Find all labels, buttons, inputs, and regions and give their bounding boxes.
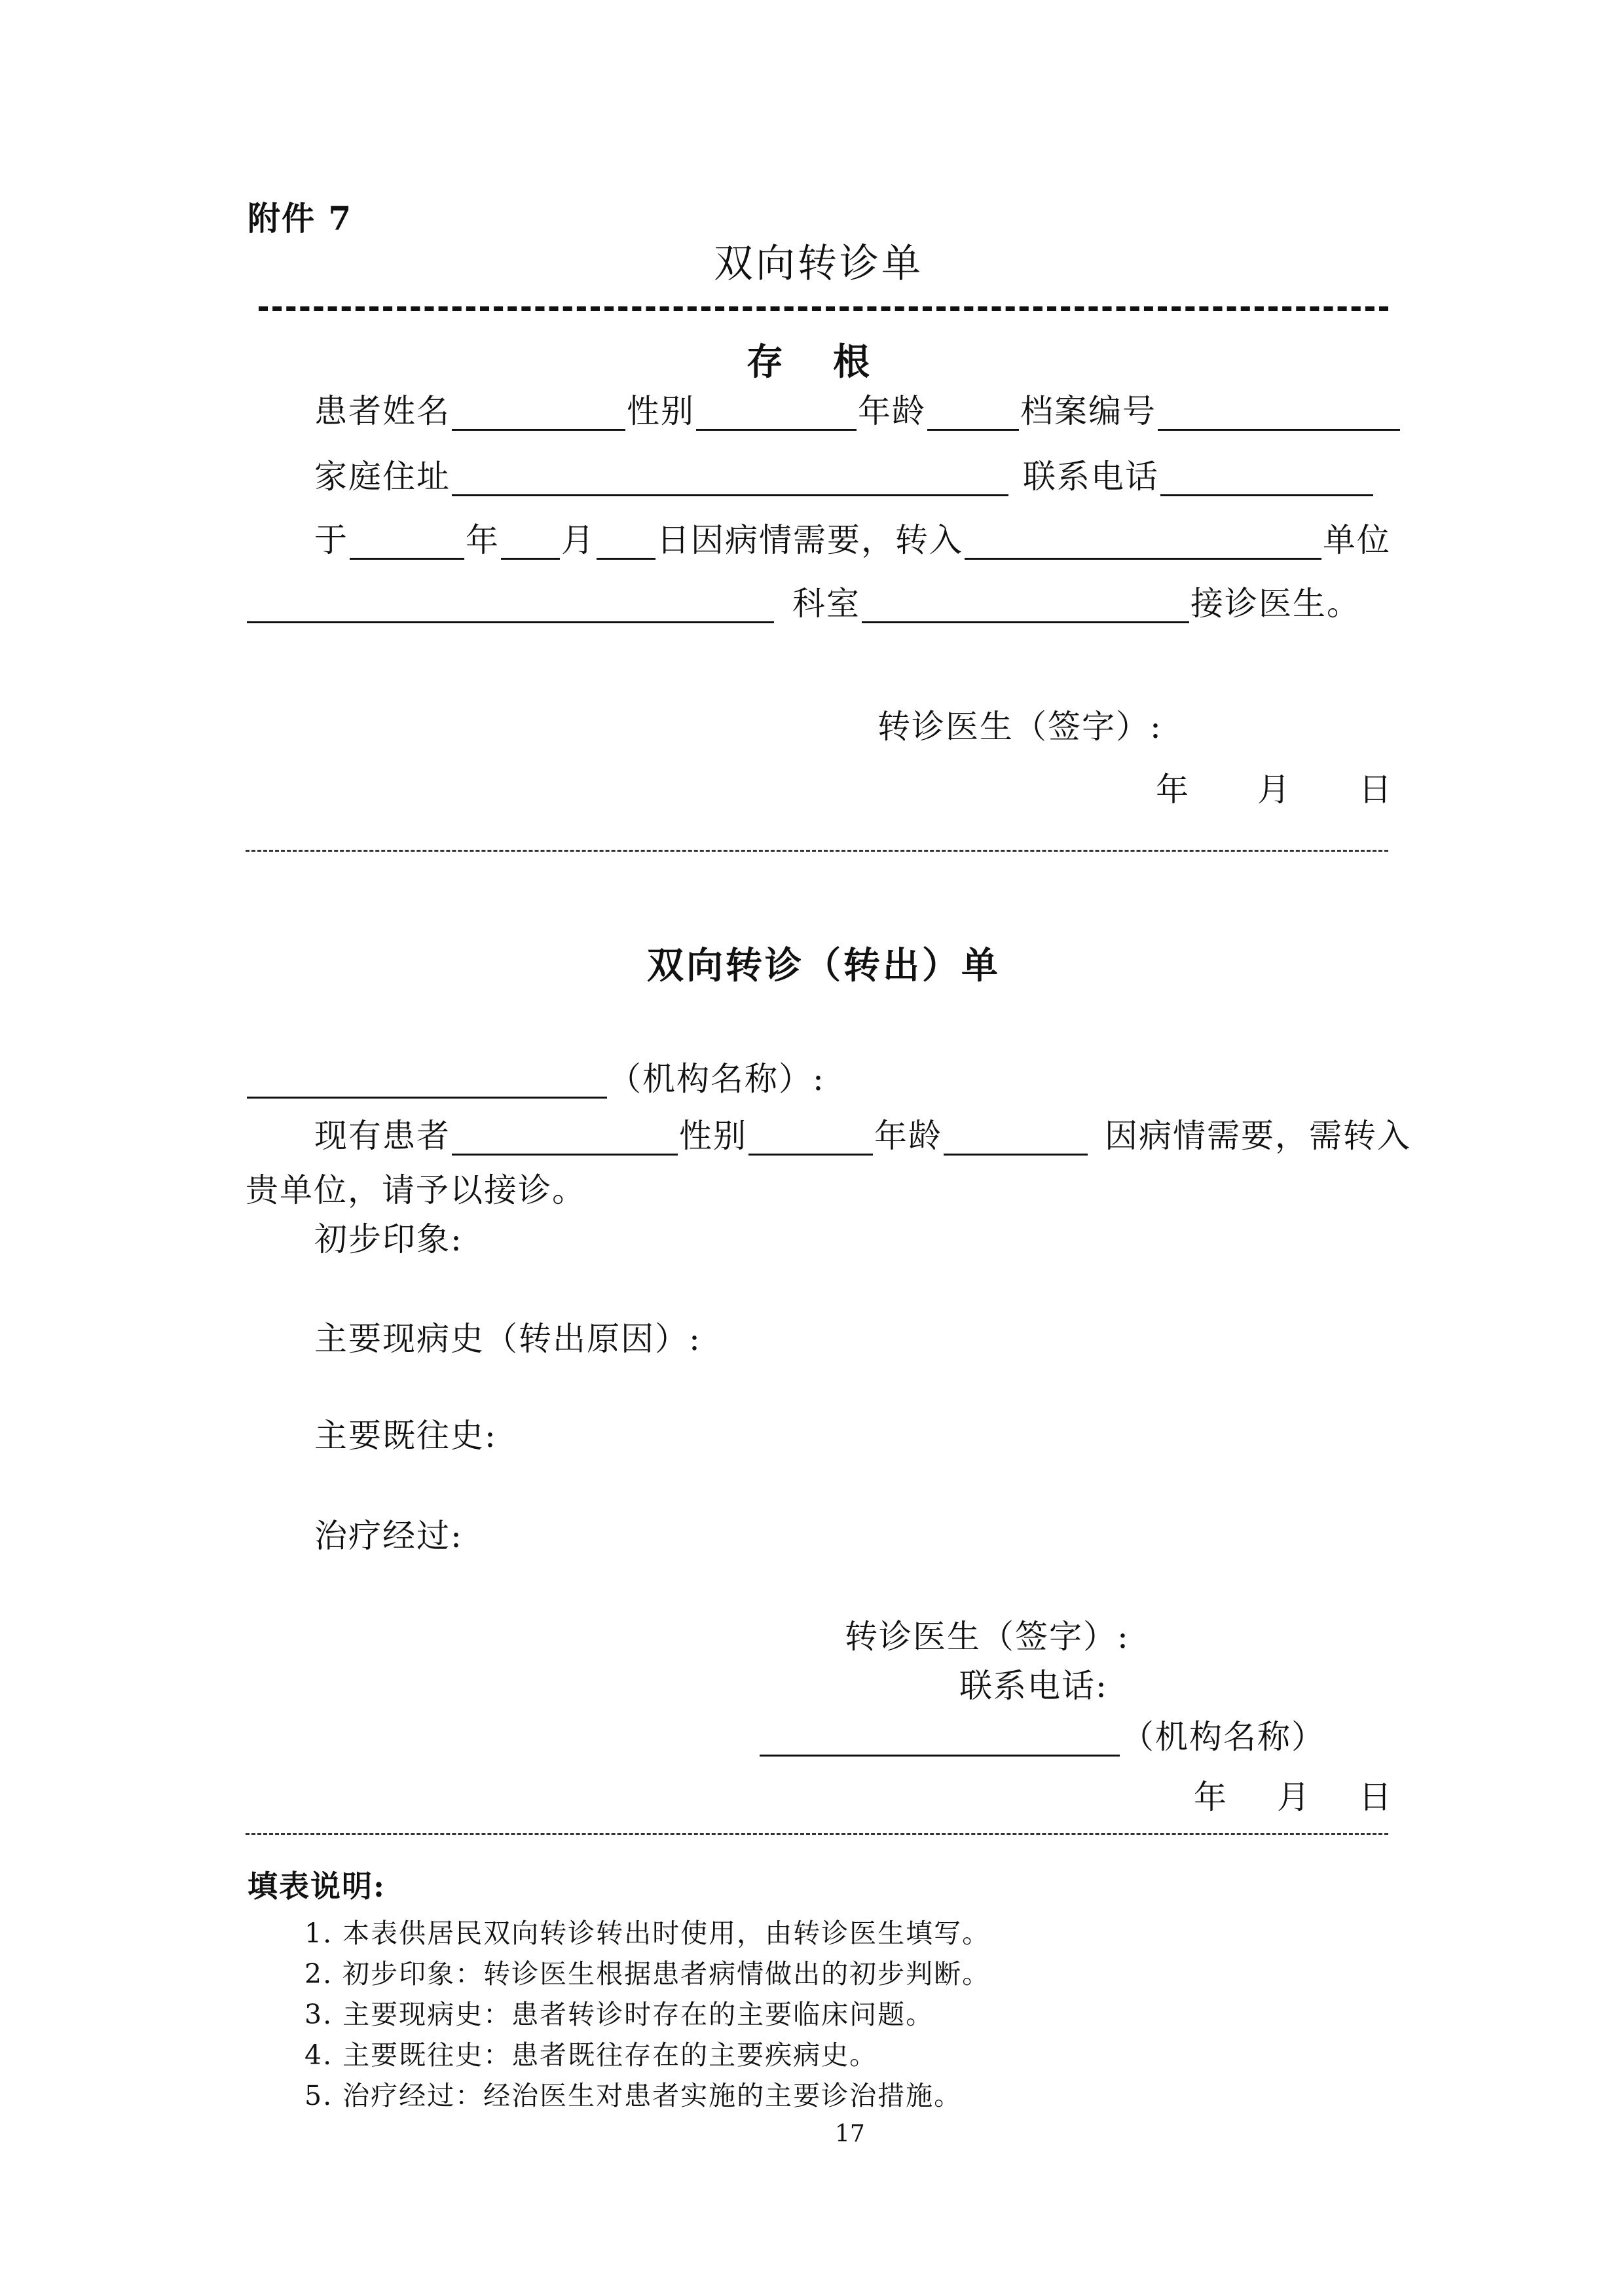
out-age-label: 年龄 <box>874 1117 942 1155</box>
stub-row-2 <box>314 457 1375 496</box>
stub-heading: 存 根 <box>747 340 876 384</box>
current-patient-label: 现有患者 <box>314 1117 451 1155</box>
out-date-year: 年 <box>1194 1778 1228 1816</box>
dept-label: 科室 <box>792 585 860 623</box>
treatment-label: 治疗经过: <box>314 1517 463 1555</box>
doc-title: 双向转诊单 <box>714 241 923 287</box>
institution2-label: （机构名称） <box>1121 1718 1325 1756</box>
phone-label: 联系电话 <box>1023 458 1159 496</box>
institution-field[interactable] <box>247 1068 607 1099</box>
gender-label: 性别 <box>627 392 695 430</box>
note-item: 2. 初步印象：转诊医生根据患者病情做出的初步判断。 <box>304 1958 991 1990</box>
out-gender-label: 性别 <box>679 1117 747 1155</box>
file-no-field[interactable] <box>1158 400 1400 431</box>
title-divider <box>259 306 1388 311</box>
past-history-label: 主要既往史: <box>314 1417 497 1455</box>
unit-field[interactable] <box>965 529 1321 560</box>
age-field[interactable] <box>927 400 1019 431</box>
out-age-field[interactable] <box>944 1125 1088 1156</box>
cut-line-1 <box>246 850 1388 852</box>
stub-date-year: 年 <box>1156 771 1190 809</box>
note-item: 5. 治疗经过：经治医生对患者实施的主要诊治措施。 <box>304 2080 963 2111</box>
unit-label: 单位 <box>1323 521 1391 559</box>
current-patient-field[interactable] <box>452 1125 678 1156</box>
day-field[interactable] <box>597 529 655 560</box>
age-label: 年龄 <box>858 392 926 430</box>
month-field[interactable] <box>501 529 560 560</box>
patient-row <box>314 1116 1411 1156</box>
stub-date-day: 日 <box>1359 771 1393 809</box>
stub-sign-label: 转诊医生（签字）: <box>877 708 1162 746</box>
patient-name-field[interactable] <box>452 400 625 431</box>
note-item: 3. 主要现病史：患者转诊时存在的主要临床问题。 <box>304 1999 934 2030</box>
institution-row <box>246 1059 825 1099</box>
need-label: 因病情需要，需转入 <box>1105 1117 1411 1155</box>
receiving-doctor-label: 接诊医生。 <box>1190 585 1361 623</box>
history-label: 主要现病史（转出原因）: <box>314 1320 701 1358</box>
note-item: 4. 主要既往史：患者既往存在的主要疾病史。 <box>304 2039 878 2071</box>
file-no-label: 档案编号 <box>1020 392 1156 430</box>
dept-field[interactable] <box>862 592 1189 623</box>
phone-field[interactable] <box>1160 465 1373 496</box>
out-phone-label: 联系电话: <box>959 1667 1108 1705</box>
patient-name-label: 患者姓名 <box>314 392 451 430</box>
address-field[interactable] <box>452 465 1008 496</box>
notes-heading: 填表说明: <box>248 1868 386 1904</box>
out-date-month: 月 <box>1277 1778 1311 1816</box>
stub-row-3 <box>314 520 1391 560</box>
out-gender-field[interactable] <box>748 1125 873 1156</box>
transfer-out-title: 双向转诊（转出）单 <box>647 944 1001 987</box>
please-line: 贵单位，请予以接诊。 <box>246 1171 586 1209</box>
stub-row-4 <box>246 584 1361 623</box>
cut-line-2 <box>246 1833 1388 1835</box>
day-reason-label: 日因病情需要，转入 <box>657 521 963 559</box>
out-date-day: 日 <box>1359 1778 1393 1816</box>
impression-label: 初步印象: <box>314 1220 463 1258</box>
month-label: 月 <box>561 521 595 559</box>
year-label: 年 <box>466 521 500 559</box>
unit-name-field[interactable] <box>247 592 774 623</box>
attachment-label: 附件 7 <box>248 199 353 238</box>
stub-row-1 <box>314 392 1401 431</box>
address-label: 家庭住址 <box>314 458 451 496</box>
page-number: 17 <box>835 2121 865 2147</box>
institution2-row <box>758 1717 1325 1757</box>
institution2-field[interactable] <box>760 1726 1120 1757</box>
stub-date-month: 月 <box>1257 771 1291 809</box>
year-field[interactable] <box>350 529 464 560</box>
gender-field[interactable] <box>696 400 857 431</box>
institution-label: （机构名称）: <box>608 1060 825 1098</box>
on-label: 于 <box>314 521 348 559</box>
out-sign-label: 转诊医生（签字）: <box>845 1618 1130 1656</box>
note-item: 1. 本表供居民双向转诊转出时使用，由转诊医生填写。 <box>304 1918 991 1949</box>
